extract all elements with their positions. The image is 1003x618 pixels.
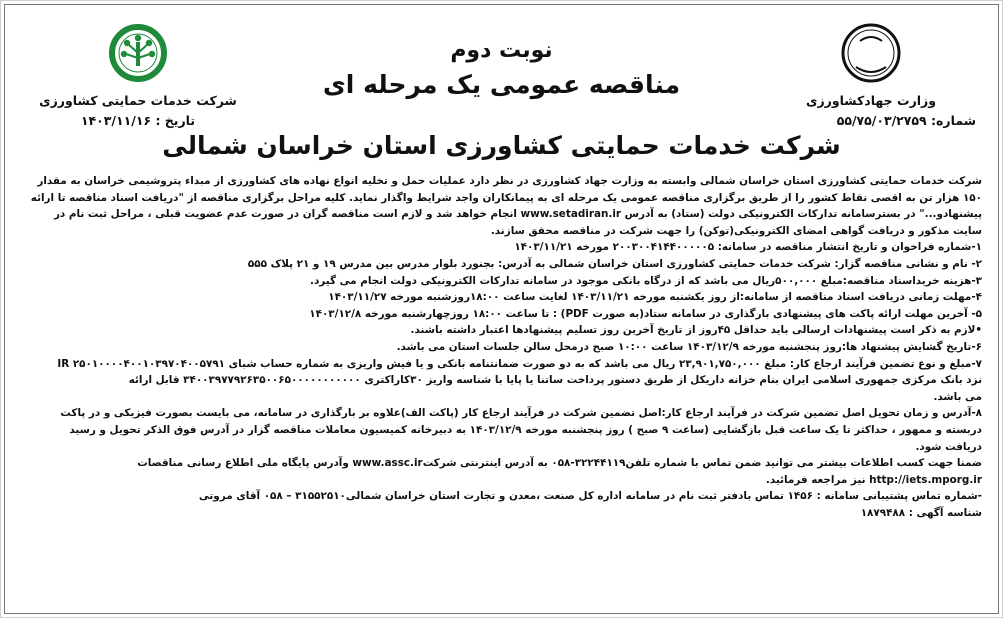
body-line: -شماره تماس پشتیبانی سامانه : ۱۴۵۶ تماس بادفتر ثبت نام در سامانه اداره کل صنعت ،معدن و تجارت استان خراسان شمالی۳۱۵۵۲۵۱۰ – ۰۵۸ آقای مروتی [198, 490, 982, 503]
title-block [261, 35, 742, 103]
tender-title: مناقصه عمومی یک مرحله ای [322, 70, 681, 99]
body-line: ۴-مهلت زمانی دریافت اسناد مناقصه از سامانه:از روز یکشنبه مورخه ۱۴۰۳/۱۱/۲۱ لغایت ساعت ۱۸:۰۰روزشنبه مورخه ۱۴۰۳/۱۱/۲۷ [328, 291, 982, 304]
company-full-title: شرکت خدمات حمایتی کشاورزی استان خراسان شمالی [162, 131, 841, 160]
body-line: ۱۵۰ هزار تن به اقصی نقاط کشور را از طریق برگزاری مناقصه عمومی یک مرحله ای به پیمانکاران واجد شرایط واگذار نماید. کلیه مراحل برگزاری مناقصه از "دریافت اسناد مناقصه تا ارائه [30, 191, 982, 204]
reference-number-value: ۵۵/۷۵/۰۳/۲۷۵۹ [836, 113, 927, 128]
body-line: ضمنا جهت کسب اطلاعات بیشتر می توانید ضمن تماس با شماره تلفن۳۲۲۴۴۱۱۹-۰۵۸ به آدرس اینترنتی شرکتwww.assc.ir وآدرس پایگاه ملی اطلاع رسانی مناقصات [137, 457, 982, 470]
header-company [23, 21, 253, 131]
body-line: ۱-شماره فراخوان و تاریخ انتشار مناقصه در سامانه: ۲۰۰۳۰۰۴۱۴۴۰۰۰۰۰۵ مورخه ۱۴۰۳/۱۱/۲۱ [514, 241, 982, 254]
body-line: ۶-تاریخ گشایش پیشنهاد ها:روز پنجشنبه مورخه ۱۴۰۳/۱۲/۹ ساعت ۱۰:۰۰ صبح درمحل سالن جلسات استان می باشد. [396, 340, 982, 353]
body-line: ۲- نام و نشانی مناقصه گزار: شرکت خدمات حمایتی کشاورزی استان خراسان شمالی به آدرس: بجنورد بلوار مدرس بین مدرس ۱۹ و ۲۱ پلاک ۵۵۵ [247, 257, 982, 270]
body-line: دریافت شود. [915, 440, 982, 453]
notice-date [23, 111, 253, 131]
body-line: سایت مذکور و دریافت گواهی امضای الکترونیکی(توکن) را جهت شرکت در مناقصه محقق سازند. [490, 224, 982, 237]
company-name: شرکت خدمات حمایتی کشاورزی [39, 93, 237, 108]
notice-date-label: تاریخ : [155, 113, 196, 128]
body-line: •لازم به ذکر است پیشنهادات ارسالی باید حداقل ۴۵روز از تاریخ آخرین روز تسلیم پیشنهادها اعتبار داشته باشند. [410, 324, 982, 337]
notice-date-value: ۱۴۰۳/۱۱/۱۶ [80, 113, 152, 128]
round-title: نوبت دوم [450, 38, 553, 63]
notice-body [21, 173, 982, 521]
body-line: http://iets.mporg.ir نیز مراجعه فرمائید. [765, 473, 982, 486]
body-line: ۳-هزینه خریداسناد مناقصه:مبلغ ۵۰۰,۰۰۰ریال می باشد که از درگاه بانکی موجود در سامانه تدارکات الکترونیکی دولت انجام می گیرد. [310, 274, 982, 287]
header-ministry [766, 21, 976, 131]
body-line: دربسته و ممهور ، حداکثر تا یک ساعت قبل بازگشایی (ساعت ۹ صبح ) روز پنجشنبه مورخه ۱۴۰۳/۱۲/۹ به دبیرخانه کمیسیون معاملات مناقصه گزار در آدرس فوق الذکر تحویل و رسید [69, 423, 982, 436]
body-line: شناسه آگهی : ۱۸۷۹۴۸۸ [860, 506, 982, 519]
reference-number [766, 111, 976, 131]
ministry-name: وزارت جهادکشاورزی [805, 93, 937, 108]
body-line: ۸-آدرس و زمان تحویل اصل تضمین شرکت در فرآیند ارجاع کار:اصل تضمین شرکت در فرآیند ارجاع کار (پاکت الف)علاوه بر بارگذاری در سامانه، می بایست بصورت فیزیکی و در پاکت [60, 407, 982, 420]
body-line: پیشنهادو..." در بسترسامانه تدارکات الکترونیکی دولت (ستاد) به آدرس www.setadiran.ir انجام خواهد شد و لازم است مناقصه گران در صورت عدم عضویت قبلی ، مراحل ثبت نام در [53, 208, 982, 221]
company-logo-icon [103, 21, 173, 85]
body-line: ۵- آخرین مهلت ارائه پاکت های پیشنهادی بارگذاری در سامانه ستاد(به صورت PDF) : تا ساعت ۱۸:۰۰ روزچهارشنبه مورخه ۱۴۰۳/۱۲/۸ [309, 307, 982, 320]
jihad-logo-icon [836, 21, 906, 85]
body-line: می باشد. [933, 390, 982, 403]
body-line: نزد بانک مرکزی جمهوری اسلامی ایران بنام خزانه داریکل از طریق دستور پرداخت ساتنا یا پایا با شناسه واریز ۳۰کاراکتری ۳۴۰۰۳۹۷۷۹۲۶۳۵۰۰۶۵۰۰۰۰۰۰۰۰۰۰۰ قابل ارائه [128, 374, 982, 387]
reference-number-label: شماره: [931, 113, 976, 128]
body-line: ۷-مبلغ و نوع تضمین فرآیند ارجاع کار: مبلغ ۲۳,۹۰۱,۷۵۰,۰۰۰ ریال می باشد که به دو صورت ضمانتنامه بانکی و یا فیش واریزی به شماره حساب شبای IR ۲۵۰۱۰۰۰۰۴۰۰۱۰۳۹۷۰۴۰۰۵۷۹۱ [57, 357, 982, 370]
body-line: شرکت خدمات حمایتی کشاورزی استان خراسان شمالی وابسته به وزارت جهاد کشاورزی در نظر دارد عملیات حمل و تخلیه انواع نهاده های کشاورزی از مبداء پتروشیمی خراسان به مقدار [37, 175, 982, 187]
